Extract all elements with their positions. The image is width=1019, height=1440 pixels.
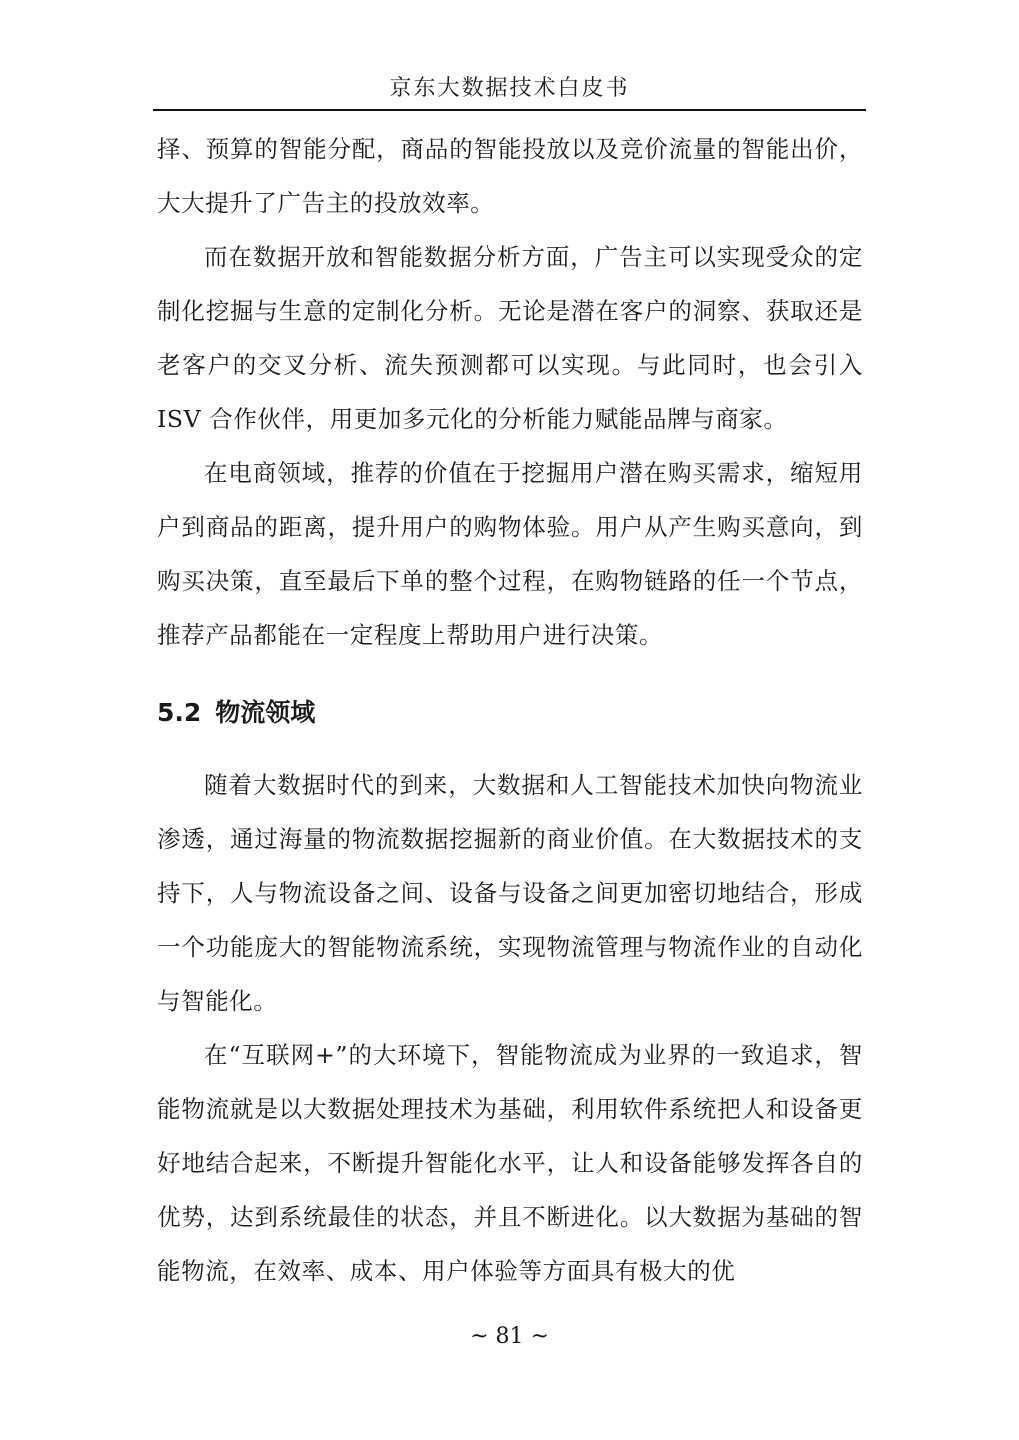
- header-divider: [153, 109, 866, 111]
- page-number: ~ 81 ~: [470, 1324, 549, 1349]
- paragraph-continued: 择、预算的智能分配，商品的智能投放以及竞价流量的智能出价，大大提升了广告主的投放效率。: [157, 135, 863, 217]
- paragraph-ecommerce: 在电商领域，推荐的价值在于挖掘用户潜在购买需求，缩短用户到商品的距离，提升用户的购物体验。用户从产生购买意向，到购买决策，直至最后下单的整个过程，在购物链路的任一个节点，推荐产品都能在一定程度上帮助用户进行决策。: [157, 459, 863, 649]
- paragraph-data-open: 而在数据开放和智能数据分析方面，广告主可以实现受众的定制化挖掘与生意的定制化分析。无论是潜在客户的洞察、获取还是老客户的交叉分析、流失预测都可以实现。与此同时，也会引入 ISV 合作伙伴，用更加多元化的分析能力赋能品牌与商家。: [157, 243, 863, 433]
- paragraph-logistics-intro: 随着大数据时代的到来，大数据和人工智能技术加快向物流业渗透，通过海量的物流数据挖掘新的商业价值。在大数据技术的支持下，人与物流设备之间、设备与设备之间更加密切地结合，形成一个功能庞大的智能物流系统，实现物流管理与物流作业的自动化与智能化。: [157, 771, 863, 1015]
- section-title: 物流领域: [215, 698, 316, 727]
- section-number: 5.2: [157, 698, 202, 727]
- page-body: [157, 122, 863, 1298]
- section-heading: [157, 688, 863, 738]
- paragraph-smart-logistics: 在“互联网+”的大环境下，智能物流成为业界的一致追求，智能物流就是以大数据处理技术为基础，利用软件系统把人和设备更好地结合起来，不断提升智能化水平，让人和设备能够发挥各自的优势，达到系统最佳的状态，并且不断进化。以大数据为基础的智能物流，在效率、成本、用户体验等方面具有极大的优: [157, 1041, 863, 1285]
- running-header: 京东大数据技术白皮书: [389, 76, 630, 101]
